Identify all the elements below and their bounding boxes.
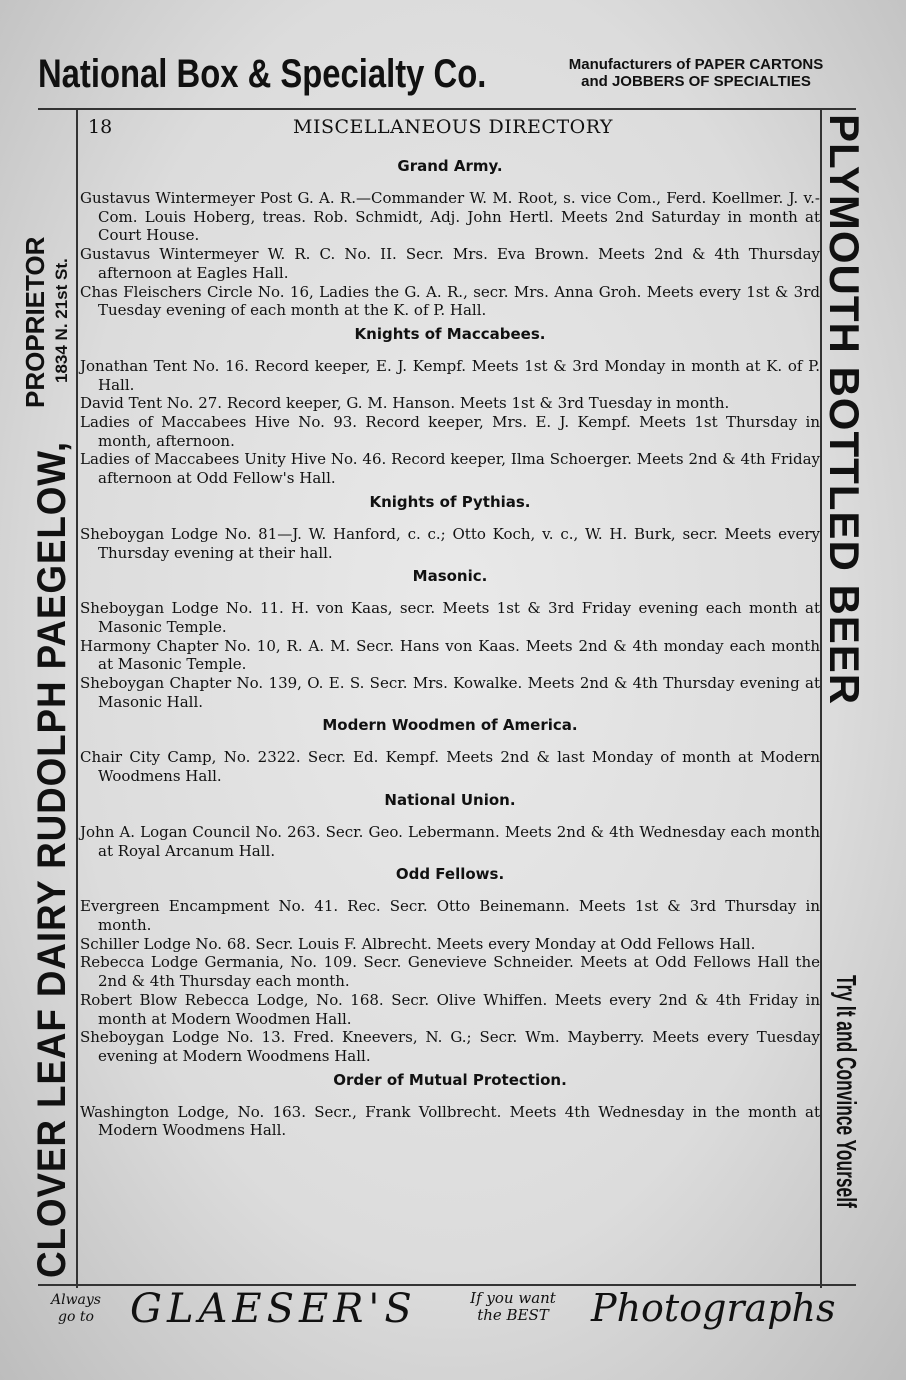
directory-section	[80, 860, 820, 1065]
directory-entry: Sheboygan Lodge No. 13. Fred. Kneevers, N. G.; Secr. Wm. Mayberry. Meets every Tuesday evening at Modern Woodmens Hall.	[80, 1028, 820, 1065]
section-heading: Grand Army.	[397, 157, 503, 175]
proprietor-label: PROPRIETOR	[20, 236, 50, 408]
left-advertisement	[14, 110, 76, 1288]
directory-entry: Jonathan Tent No. 16. Record keeper, E. J. Kempf. Meets 1st & 3rd Monday in month at K. of P. Hall.	[80, 356, 820, 394]
company-tagline	[541, 56, 851, 90]
section-heading: Order of Mutual Protection.	[333, 1070, 567, 1089]
directory-entry: Gustavus Wintermeyer W. R. C. No. II. Secr. Mrs. Eva Brown. Meets 2nd & 4th Thursday afternoon at Eagles Hall.	[80, 245, 820, 282]
directory-entry: David Tent No. 27. Record keeper, G. M. Hanson. Meets 1st & 3rd Tuesday in month.	[80, 394, 730, 413]
ifyou-line2: the BEST	[477, 1306, 549, 1324]
directory-entry: John A. Logan Council No. 263. Secr. Geo. Lebermann. Meets 2nd & 4th Wednesday each month at Royal Arcanum Hall.	[80, 822, 820, 860]
photographs-label: Photographs	[591, 1286, 836, 1330]
directory-entry: Evergreen Encampment No. 41. Rec. Secr. Otto Beinemann. Meets 1st & 3rd Thursday in month.	[80, 897, 820, 934]
directory-entry: Ladies of Maccabees Unity Hive No. 46. Record keeper, Ilma Schoerger. Meets 2nd & 4th Friday afternoon at Odd Fellow's Hall.	[80, 450, 820, 488]
page-header	[88, 116, 818, 140]
directory-section	[80, 711, 820, 785]
directory-entry: Sheboygan Lodge No. 81—J. W. Hanford, c. c.; Otto Koch, v. c., W. H. Burk, secr. Meets every Thursday evening at their hall.	[80, 524, 820, 562]
section-heading: Knights of Pythias.	[369, 492, 531, 511]
directory-content	[80, 152, 820, 1140]
directory-entry: Sheboygan Lodge No. 11. H. von Kaas, secr. Meets 1st & 3rd Friday evening each month at Masonic Temple.	[80, 599, 820, 636]
left-divider	[76, 110, 78, 1288]
section-heading: Masonic.	[412, 567, 488, 586]
always-line1: Always	[50, 1292, 101, 1308]
directory-entry: Washington Lodge, No. 163. Secr., Frank Vollbrecht. Meets 4th Wednesday in the month at Modern Woodmens Hall.	[80, 1102, 820, 1140]
directory-section	[80, 786, 820, 860]
tagline-line2: and JOBBERS OF SPECIALTIES	[581, 73, 811, 90]
always-go-to	[42, 1292, 110, 1326]
tagline-line1: Manufacturers of PAPER CARTONS	[568, 56, 824, 73]
directory-entry: Ladies of Maccabees Hive No. 93. Record keeper, Mrs. E. J. Kempf. Meets 1st Thursday in month, afternoon.	[80, 413, 820, 450]
directory-section	[80, 488, 820, 562]
directory-entry: Schiller Lodge No. 68. Secr. Louis F. Albrecht. Meets every Monday at Odd Fellows Hall.	[80, 934, 756, 953]
dairy-name: CLOVER LEAF DAIRY RUDOLPH PAEGELOW,	[30, 440, 74, 1278]
directory-entry: Gustavus Wintermeyer Post G. A. R.—Commander W. M. Root, s. vice Com., Ferd. Koellmer. J. v.-Com. Louis Hoberg, treas. Rob. Schmidt, Adj. John Hertl. Meets 2nd Saturday in month at Court House.	[80, 189, 820, 245]
top-divider	[38, 108, 856, 110]
directory-entry: Sheboygan Chapter No. 139, O. E. S. Secr. Mrs. Kowalke. Meets 2nd & 4th Thursday evening at Masonic Hall.	[80, 674, 820, 711]
beer-slogan: Try It and Convince Yourself	[831, 975, 862, 1208]
directory-entry: Chair City Camp, No. 2322. Secr. Ed. Kempf. Meets 2nd & last Monday of month at Modern Woodmens Hall.	[80, 748, 820, 786]
always-line2: go to	[58, 1309, 94, 1325]
directory-section	[80, 152, 820, 320]
if-you-want	[458, 1290, 568, 1324]
section-heading: Modern Woodmen of America.	[322, 716, 578, 735]
directory-entry: Harmony Chapter No. 10, R. A. M. Secr. Hans von Kaas. Meets 2nd & 4th monday each month at Masonic Temple.	[80, 636, 820, 674]
page-number: 18	[88, 116, 113, 138]
company-name: National Box & Specialty Co.	[38, 52, 487, 96]
directory-section	[80, 562, 820, 711]
right-advertisement	[822, 110, 868, 1288]
directory-entry: Robert Blow Rebecca Lodge, No. 168. Secr. Olive Whiffen. Meets every 2nd & 4th Friday in month at Modern Woodmen Hall.	[80, 990, 820, 1028]
dairy-address: 1834 N. 21st St.	[52, 258, 71, 383]
directory-entry: Chas Fleischers Circle No. 16, Ladies the G. A. R., secr. Mrs. Anna Groh. Meets every 1st & 3rd Tuesday evening of each month at the K. of P. Hall.	[80, 282, 820, 320]
section-heading: National Union.	[384, 790, 516, 809]
bottom-advertisement	[38, 1288, 856, 1336]
glaeser-brand: GLAESER'S	[130, 1286, 417, 1332]
ifyou-line1: If you want	[470, 1289, 556, 1307]
directory-entry: Rebecca Lodge Germania, No. 109. Secr. Genevieve Schneider. Meets at Odd Fellows Hall the 2nd & 4th Thursday each month.	[80, 953, 820, 991]
page-title: MISCELLANEOUS DIRECTORY	[293, 116, 613, 138]
section-heading: Odd Fellows.	[395, 865, 505, 884]
directory-section	[80, 320, 820, 488]
top-advertisement	[38, 48, 856, 110]
directory-section	[80, 1066, 820, 1140]
section-heading: Knights of Maccabees.	[354, 324, 546, 343]
beer-name: PLYMOUTH BOTTLED BEER	[821, 114, 868, 706]
